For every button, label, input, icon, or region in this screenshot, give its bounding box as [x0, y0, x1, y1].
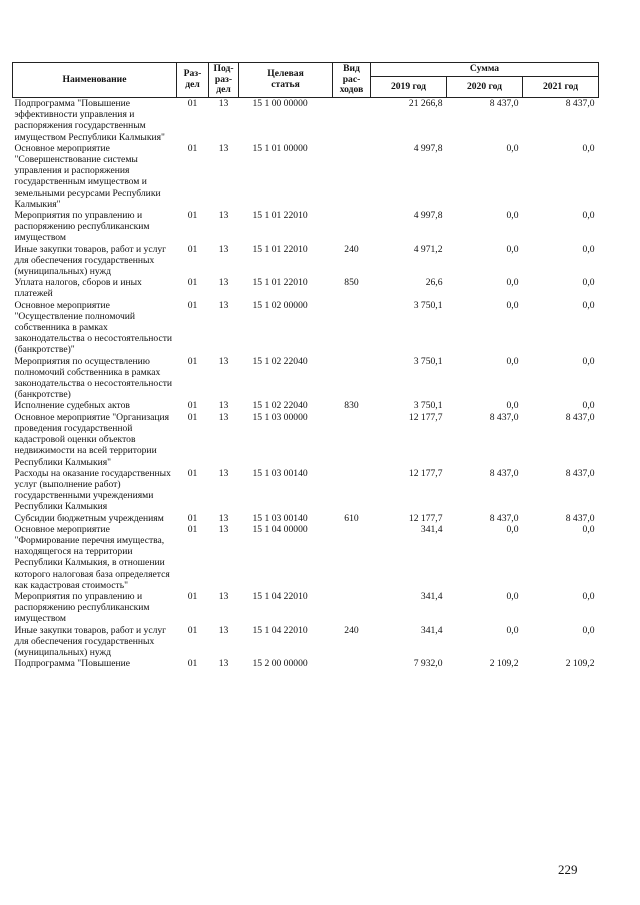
- cell-2019: 3 750,1: [413, 355, 443, 367]
- header-year-2019: 2019 год: [371, 77, 447, 98]
- cell-2020: 0,0: [506, 243, 519, 255]
- cell-podrazdel: 13: [218, 512, 229, 524]
- budget-table: [12, 62, 599, 669]
- cell-vid: 240: [344, 243, 359, 255]
- cell-2019: 12 177,7: [408, 411, 443, 423]
- header-year-2021: 2021 год: [523, 77, 599, 98]
- header-target-text: Целевая статья: [267, 68, 304, 90]
- cell-podrazdel: 13: [218, 355, 229, 367]
- cell-name: Мероприятия по управлению и распоряжению республиканским имуществом: [14, 210, 150, 244]
- table-row: [13, 98, 599, 143]
- cell-razdel: 01: [187, 243, 198, 255]
- cell-2021: 0,0: [582, 355, 595, 367]
- cell-target: 15 1 02 22040: [252, 400, 308, 412]
- header-vid-text: Вид рас- ходов: [339, 63, 364, 96]
- cell-razdel: 01: [187, 142, 198, 154]
- cell-podrazdel: 13: [218, 624, 229, 636]
- cell-2019: 4 971,2: [413, 243, 443, 255]
- cell-vid: [333, 412, 371, 468]
- cell-2020: 0,0: [506, 299, 519, 311]
- cell-2021: 0,0: [582, 277, 595, 289]
- cell-podrazdel: 13: [218, 299, 229, 311]
- table-row: [13, 658, 599, 669]
- cell-target: 15 1 03 00140: [252, 467, 308, 479]
- table-row: [13, 210, 599, 244]
- cell-2021: 8 437,0: [565, 512, 595, 524]
- cell-vid: [333, 143, 371, 210]
- cell-razdel: 01: [187, 523, 198, 535]
- cell-2021: 0,0: [582, 243, 595, 255]
- cell-2019: 12 177,7: [408, 467, 443, 479]
- cell-2019: 12 177,7: [408, 512, 443, 524]
- cell-razdel: 01: [187, 411, 198, 423]
- cell-2020: 0,0: [506, 277, 519, 289]
- cell-target: 15 1 02 22040: [252, 355, 308, 367]
- cell-2019: 4 997,8: [413, 210, 443, 222]
- cell-name: Иные закупки товаров, работ и услуг для обеспечения государственных (муниципальных) нужд: [14, 243, 167, 278]
- cell-2021: 0,0: [582, 210, 595, 222]
- table-row: [13, 143, 599, 210]
- cell-razdel: 01: [187, 400, 198, 412]
- header-sum: Сумма: [371, 63, 599, 77]
- cell-razdel: 01: [187, 590, 198, 602]
- cell-2020: 0,0: [506, 523, 519, 535]
- cell-target: 15 1 01 00000: [252, 142, 308, 154]
- header-podrazdel: [209, 63, 239, 98]
- cell-vid: 830: [344, 400, 359, 412]
- cell-2020: 2 109,2: [489, 658, 519, 670]
- cell-2021: 8 437,0: [523, 98, 599, 143]
- cell-razdel: 01: [187, 467, 198, 479]
- cell-2019: 21 266,8: [371, 98, 447, 143]
- table-row: [13, 277, 599, 299]
- cell-podrazdel: 13: [209, 98, 239, 143]
- budget-table-sheet: [12, 62, 598, 669]
- cell-2020: 0,0: [506, 142, 519, 154]
- header-razdel: [177, 63, 209, 98]
- cell-podrazdel: 13: [218, 658, 229, 670]
- table-row: [13, 244, 599, 278]
- table-row: [13, 468, 599, 513]
- cell-name: Основное мероприятие "Формирование перечня имущества, находящегося на территории Республики Калмыкия, в отношении которого налоговая база определяется как кадастровая стоимость": [14, 523, 170, 591]
- cell-2020: 0,0: [506, 210, 519, 222]
- cell-2021: 8 437,0: [565, 467, 595, 479]
- table-row: [13, 400, 599, 411]
- table-row: [13, 300, 599, 356]
- table-row: [13, 356, 599, 401]
- cell-podrazdel: 13: [218, 467, 229, 479]
- cell-name: Основное мероприятие "Совершенствование системы управления и распоряжения государственным имуществом и земельными ресурсами Республики Калмыкия": [14, 142, 161, 210]
- cell-name: Подпрограмма "Повышение: [14, 658, 131, 670]
- cell-razdel: 01: [187, 624, 198, 636]
- table-row: [13, 412, 599, 468]
- cell-2021: 0,0: [582, 590, 595, 602]
- cell-2019: 4 997,8: [413, 142, 443, 154]
- table-row: [13, 591, 599, 625]
- cell-2020: 8 437,0: [447, 98, 523, 143]
- page-number: 229: [558, 862, 578, 877]
- cell-vid: [333, 300, 371, 356]
- header-name: Наименование: [13, 63, 177, 98]
- cell-target: 15 1 03 00140: [252, 512, 308, 524]
- cell-podrazdel: 13: [218, 277, 229, 289]
- cell-2020: 0,0: [506, 355, 519, 367]
- cell-name: Субсидии бюджетным учреждениям: [14, 512, 164, 524]
- cell-razdel: 01: [187, 355, 198, 367]
- cell-vid: 850: [344, 277, 359, 289]
- cell-podrazdel: 13: [218, 400, 229, 412]
- cell-2020: 0,0: [506, 590, 519, 602]
- cell-razdel: 01: [187, 210, 198, 222]
- cell-2021: 0,0: [582, 142, 595, 154]
- cell-vid: [333, 356, 371, 401]
- cell-target: 15 1 02 00000: [252, 299, 308, 311]
- cell-vid: [333, 658, 371, 669]
- table-row: [13, 513, 599, 524]
- cell-name: Подпрограмма "Повышение эффективности управления и распоряжения государственным имуществом Республики Калмыкия": [13, 98, 177, 143]
- cell-vid: 610: [344, 512, 359, 524]
- cell-vid: [333, 524, 371, 591]
- cell-2019: 341,4: [420, 523, 443, 535]
- cell-razdel: 01: [177, 98, 209, 143]
- header-razdel-text: Раз- дел: [183, 68, 202, 90]
- cell-2021: 8 437,0: [565, 411, 595, 423]
- cell-target: 15 1 01 22010: [252, 277, 308, 289]
- cell-podrazdel: 13: [218, 411, 229, 423]
- header-podrazdel-text: Под- раз- дел: [213, 63, 234, 96]
- cell-vid: [333, 210, 371, 244]
- cell-2019: 341,4: [420, 624, 443, 636]
- cell-name: Иные закупки товаров, работ и услуг для обеспечения государственных (муниципальных) нужд: [14, 624, 167, 658]
- cell-2021: 0,0: [582, 299, 595, 311]
- cell-2019: 7 932,0: [413, 658, 443, 670]
- cell-name: Основное мероприятие "Осуществление полномочий собственника в рамках законодательства о несостоятельности (банкротстве)": [14, 299, 173, 356]
- cell-2020: 0,0: [506, 400, 519, 412]
- cell-2020: 8 437,0: [489, 512, 519, 524]
- table-header: [13, 63, 599, 98]
- cell-podrazdel: 13: [218, 210, 229, 222]
- cell-name: Основное мероприятие "Организация проведения государственной кадастровой оценки объектов недвижимости на всей территории Республики Калмыкия": [14, 411, 170, 468]
- cell-target: 15 1 01 22010: [252, 243, 308, 255]
- cell-podrazdel: 13: [218, 590, 229, 602]
- cell-2019: 3 750,1: [413, 400, 443, 412]
- cell-name: Расходы на оказание государственных услуг (выполнение работ) государственными учреждениями Республики Калмыкия: [14, 467, 171, 513]
- cell-target: 15 1 04 22010: [252, 590, 308, 602]
- cell-target: 15 2 00 00000: [252, 658, 308, 670]
- cell-podrazdel: 13: [218, 523, 229, 535]
- cell-2019: 341,4: [420, 590, 443, 602]
- cell-target: 15 1 01 22010: [252, 210, 308, 222]
- header-year-2020: 2020 год: [447, 77, 523, 98]
- cell-name: Мероприятия по осуществлению полномочий собственника в рамках законодательства о несостоятельности (банкротстве): [14, 355, 173, 401]
- cell-2020: 8 437,0: [489, 411, 519, 423]
- cell-razdel: 01: [187, 299, 198, 311]
- cell-name: Уплата налогов, сборов и иных платежей: [14, 277, 142, 300]
- cell-razdel: 01: [187, 658, 198, 670]
- header-target: [239, 63, 333, 98]
- table-row: [13, 524, 599, 591]
- cell-name: Мероприятия по управлению и распоряжению республиканским имуществом: [14, 590, 150, 625]
- cell-name: Исполнение судебных актов: [14, 400, 130, 412]
- cell-2021: 0,0: [582, 624, 595, 636]
- cell-vid: [333, 468, 371, 513]
- table-row: [13, 625, 599, 659]
- table-body: [13, 98, 599, 670]
- cell-2021: 2 109,2: [565, 658, 595, 670]
- cell-vid: [333, 591, 371, 625]
- cell-2019: 26,6: [425, 277, 443, 289]
- cell-podrazdel: 13: [218, 142, 229, 154]
- cell-target: 15 1 00 00000: [239, 98, 333, 143]
- cell-2021: 0,0: [582, 523, 595, 535]
- cell-2020: 0,0: [506, 624, 519, 636]
- cell-2021: 0,0: [582, 400, 595, 412]
- cell-vid: 240: [344, 624, 359, 636]
- cell-razdel: 01: [187, 512, 198, 524]
- cell-2019: 3 750,1: [413, 299, 443, 311]
- cell-target: 15 1 04 00000: [252, 523, 308, 535]
- header-vid: [333, 63, 371, 98]
- cell-target: 15 1 03 00000: [252, 411, 308, 423]
- cell-razdel: 01: [187, 277, 198, 289]
- cell-vid: [333, 98, 371, 143]
- cell-target: 15 1 04 22010: [252, 624, 308, 636]
- cell-2020: 8 437,0: [489, 467, 519, 479]
- cell-podrazdel: 13: [218, 243, 229, 255]
